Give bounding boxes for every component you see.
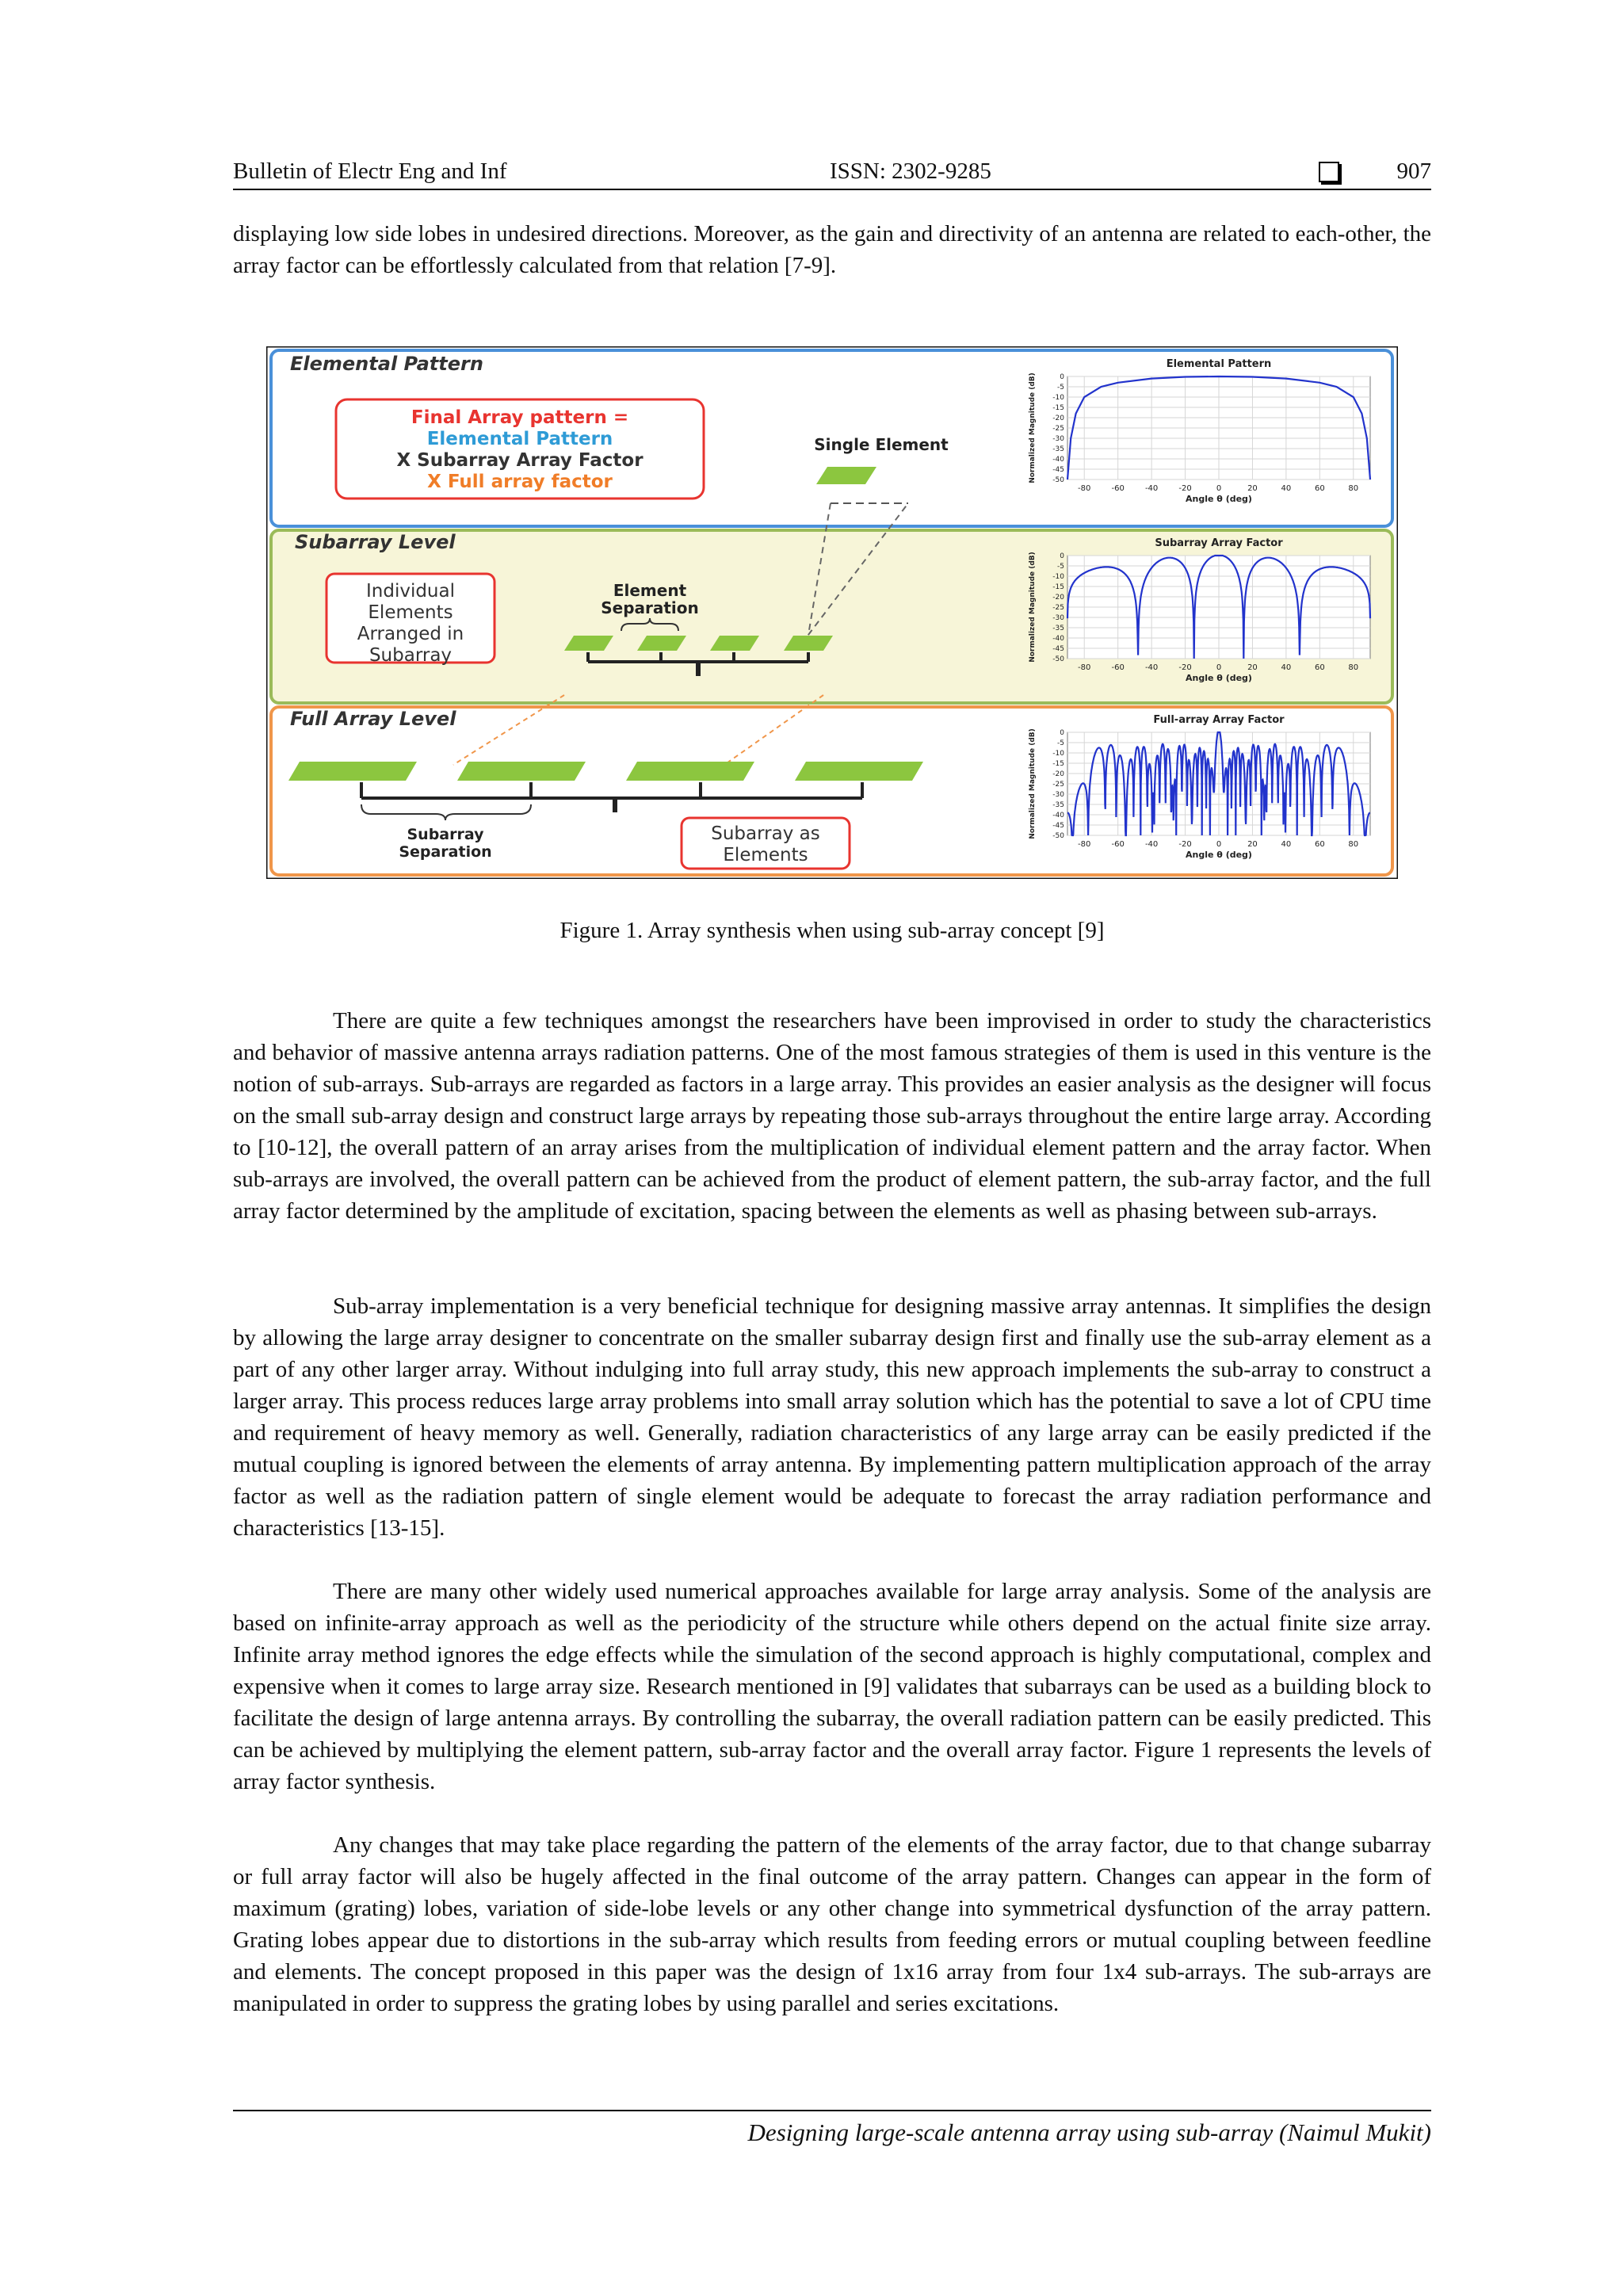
y-tick-label: -40 bbox=[1052, 635, 1064, 643]
x-tick-label: 0 bbox=[1216, 840, 1222, 849]
x-tick-label: 40 bbox=[1281, 484, 1292, 493]
full-array-subarray-1 bbox=[288, 762, 417, 781]
y-tick-label: -25 bbox=[1052, 781, 1064, 789]
x-tick-label: -60 bbox=[1111, 484, 1125, 493]
figure-1 bbox=[266, 346, 1398, 879]
y-tick-label: -35 bbox=[1052, 625, 1064, 632]
y-tick-label: -10 bbox=[1052, 394, 1064, 402]
y-tick-label: 0 bbox=[1060, 373, 1064, 381]
x-tick-label: -40 bbox=[1144, 840, 1159, 849]
x-tick-label: 20 bbox=[1247, 840, 1258, 849]
x-tick-label: -20 bbox=[1178, 840, 1192, 849]
single-element-label: Single Element bbox=[814, 435, 949, 454]
x-tick-label: 60 bbox=[1314, 484, 1325, 493]
y-tick-label: -35 bbox=[1052, 801, 1064, 809]
x-tick-label: 60 bbox=[1314, 663, 1325, 672]
paragraph-2: Sub-array implementation is a very beneficial technique for designing massive array antennas. It simplifies the design by allowing the large array designer to concentrate on the smaller subarray design first and finally use the sub-array element as a part of any other larger array. Without indulging into full array study, this new approach implements the sub-array to construct a larger array. This process reduces large array problems into small array solution which has the potential to save a lot of CPU time and requirement of heavy memory as well. Generally, radiation characteristics of any large array can be easily predicted if the mutual coupling is ignored between the elements of array antenna. By implementing pattern multiplication approach of the array factor as well as the radiation pattern of single element would be adequate to forecast the array radiation performance and characteristics [13-15]. bbox=[233, 1293, 1431, 1541]
paragraph-1: There are quite a few techniques amongst the researchers have been improvised in order to study the characteristics and behavior of massive antenna arrays radiation patterns. One of the most famous strategies of them is used in this venture is the notion of sub-arrays. Sub-arrays are regarded as factors in a large array. This provides an easier analysis as the designer will focus on the small sub-array design and construct large arrays by repeating those sub-arrays throughout the entire large array. According to [10-12], the overall pattern of an array arises from the multiplication of individual element pattern and the array factor. When sub-arrays are involved, the overall pattern can be achieved from the product of element pattern, the sub-array factor, and the full array factor determined by the amplitude of excitation, spacing between the elements as well as phasing between sub-arrays. bbox=[233, 1008, 1431, 1224]
y-tick-label: -50 bbox=[1052, 476, 1064, 484]
x-tick-label: 0 bbox=[1216, 663, 1222, 672]
x-tick-label: 0 bbox=[1216, 484, 1222, 493]
page-footer: Designing large-scale antenna array using sub-array (Naimul Mukit) bbox=[747, 2118, 1431, 2146]
figure-caption: Figure 1. Array synthesis when using sub-array concept [9] bbox=[559, 918, 1105, 943]
formula-line-3: X Subarray Array Factor bbox=[396, 450, 643, 471]
x-tick-label: 40 bbox=[1281, 840, 1292, 849]
x-axis-label: Angle θ (deg) bbox=[1186, 850, 1252, 860]
x-axis-label: Angle θ (deg) bbox=[1186, 494, 1252, 504]
chart-title: Full-array Array Factor bbox=[1153, 714, 1285, 726]
y-tick-label: -15 bbox=[1052, 760, 1064, 768]
x-tick-label: 20 bbox=[1247, 484, 1258, 493]
y-tick-label: -25 bbox=[1052, 425, 1064, 433]
paragraph-3: There are many other widely used numerical approaches available for large array analysis. Some of the analysis are based on infinite-array approach as well as the periodicity of the structure while others depend on the actual finite size array. Infinite array method ignores the edge effects while the simulation of the second approach is highly computational, complex and expensive when it comes to large array size. Research mentioned in [9] validates that subarrays can be used as a building block to facilitate the design of large antenna arrays. By controlling the subarray, the overall radiation pattern can be easily predicted. This can be achieved by multiplying the element pattern, sub-array factor and the overall array factor. Figure 1 represents the levels of array factor synthesis. bbox=[233, 1579, 1431, 1794]
panel-elemental-heading: Elemental Pattern bbox=[290, 353, 483, 375]
element-separation-label-1: Element bbox=[613, 581, 687, 600]
subarray-note-line-1: Individual bbox=[365, 581, 456, 602]
x-tick-label: -80 bbox=[1078, 484, 1091, 493]
chart-title: Elemental Pattern bbox=[1166, 358, 1272, 370]
x-tick-label: 60 bbox=[1314, 840, 1325, 849]
paragraph-4: Any changes that may take place regarding the pattern of the elements of the array factor, due to that change subarray or full array factor will also be hugely affected in the final outcome of the array pattern. Changes can appear in the form of maximum (grating) lobes, variation of side-lobe levels or any other change into symmetrical dysfunction of the array pattern. Grating lobes appear due to distortions in the sub-array which results from feeding errors or mutual coupling between feedline and elements. The concept proposed in this paper was the design of 1x16 array from four 1x4 sub-arrays. The sub-arrays are manipulated in order to suppress the grating lobes by using parallel and series excitations. bbox=[233, 1832, 1431, 2016]
full-array-subarray-4 bbox=[795, 762, 923, 781]
x-tick-label: 80 bbox=[1348, 663, 1359, 672]
panel-subarray-heading: Subarray Level bbox=[295, 531, 456, 553]
paragraph-intro: displaying low side lobes in undesired directions. Moreover, as the gain and directivity of an antenna are related to each-other, the array factor can be effortlessly calculated from that relation [7-9]. bbox=[233, 221, 1431, 278]
y-tick-label: -45 bbox=[1052, 822, 1064, 830]
subarray-note-line-3: Arranged in bbox=[357, 624, 464, 644]
x-tick-label: -80 bbox=[1078, 840, 1091, 849]
subarray-separation-label-1: Subarray bbox=[407, 826, 484, 843]
y-tick-label: -50 bbox=[1052, 655, 1064, 663]
y-tick-label: -15 bbox=[1052, 583, 1064, 591]
x-tick-label: -80 bbox=[1078, 663, 1091, 672]
x-tick-label: 80 bbox=[1348, 484, 1359, 493]
x-tick-label: -40 bbox=[1144, 663, 1159, 672]
y-tick-label: -20 bbox=[1052, 415, 1064, 422]
y-tick-label: -5 bbox=[1057, 384, 1064, 392]
y-tick-label: -30 bbox=[1052, 614, 1064, 622]
y-tick-label: -30 bbox=[1052, 435, 1064, 443]
chart-title: Subarray Array Factor bbox=[1155, 537, 1283, 549]
element-separation-label-2: Separation bbox=[601, 598, 699, 617]
subarray-note-line-4: Subarray bbox=[369, 645, 453, 666]
y-tick-label: -30 bbox=[1052, 791, 1064, 799]
x-tick-label: 40 bbox=[1281, 663, 1292, 672]
page-header bbox=[233, 155, 1431, 187]
y-tick-label: -50 bbox=[1052, 832, 1064, 840]
formula-line-1: Final Array pattern = bbox=[411, 407, 629, 428]
header-rule bbox=[233, 189, 1431, 190]
y-tick-label: -10 bbox=[1052, 750, 1064, 758]
y-tick-label: -45 bbox=[1052, 645, 1064, 653]
footer-rule bbox=[233, 2110, 1431, 2111]
y-tick-label: -25 bbox=[1052, 604, 1064, 612]
y-tick-label: -10 bbox=[1052, 573, 1064, 581]
y-axis-label: Normalized Magnitude (dB) bbox=[1029, 372, 1037, 483]
x-tick-label: 80 bbox=[1348, 840, 1359, 849]
formula-line-2: Elemental Pattern bbox=[426, 429, 613, 449]
y-tick-label: -20 bbox=[1052, 594, 1064, 602]
y-tick-label: -5 bbox=[1057, 739, 1064, 747]
x-tick-label: -20 bbox=[1178, 663, 1192, 672]
y-tick-label: -40 bbox=[1052, 812, 1064, 819]
y-tick-label: 0 bbox=[1060, 729, 1064, 737]
y-tick-label: 0 bbox=[1060, 552, 1064, 560]
y-axis-label: Normalized Magnitude (dB) bbox=[1029, 728, 1037, 839]
y-axis-label: Normalized Magnitude (dB) bbox=[1029, 552, 1037, 663]
x-tick-label: -60 bbox=[1111, 663, 1125, 672]
x-tick-label: -40 bbox=[1144, 484, 1159, 493]
full-array-subarray-2 bbox=[457, 762, 586, 781]
x-axis-label: Angle θ (deg) bbox=[1186, 673, 1252, 683]
subarray-note-line-2: Elements bbox=[368, 602, 453, 623]
x-tick-label: -20 bbox=[1178, 484, 1192, 493]
full-array-subarray-3 bbox=[626, 762, 754, 781]
x-tick-label: 20 bbox=[1247, 663, 1258, 672]
page-number: 907 bbox=[1396, 159, 1431, 184]
subarray-as-elements-line-1: Subarray as bbox=[711, 823, 820, 844]
subarray-separation-label-2: Separation bbox=[399, 843, 492, 861]
subarray-as-elements-line-2: Elements bbox=[723, 845, 808, 865]
issn: ISSN: 2302-9285 bbox=[830, 159, 991, 184]
panel-full-array-heading: Full Array Level bbox=[290, 708, 456, 730]
y-tick-label: -45 bbox=[1052, 466, 1064, 474]
y-tick-label: -15 bbox=[1052, 404, 1064, 412]
y-tick-label: -5 bbox=[1057, 563, 1064, 571]
y-tick-label: -35 bbox=[1052, 445, 1064, 453]
journal-name: Bulletin of Electr Eng and Inf bbox=[233, 159, 507, 184]
y-tick-label: -20 bbox=[1052, 770, 1064, 778]
formula-line-4: X Full array factor bbox=[427, 472, 613, 492]
x-tick-label: -60 bbox=[1111, 840, 1125, 849]
y-tick-label: -40 bbox=[1052, 456, 1064, 464]
figure-1-graphic bbox=[266, 346, 1398, 879]
